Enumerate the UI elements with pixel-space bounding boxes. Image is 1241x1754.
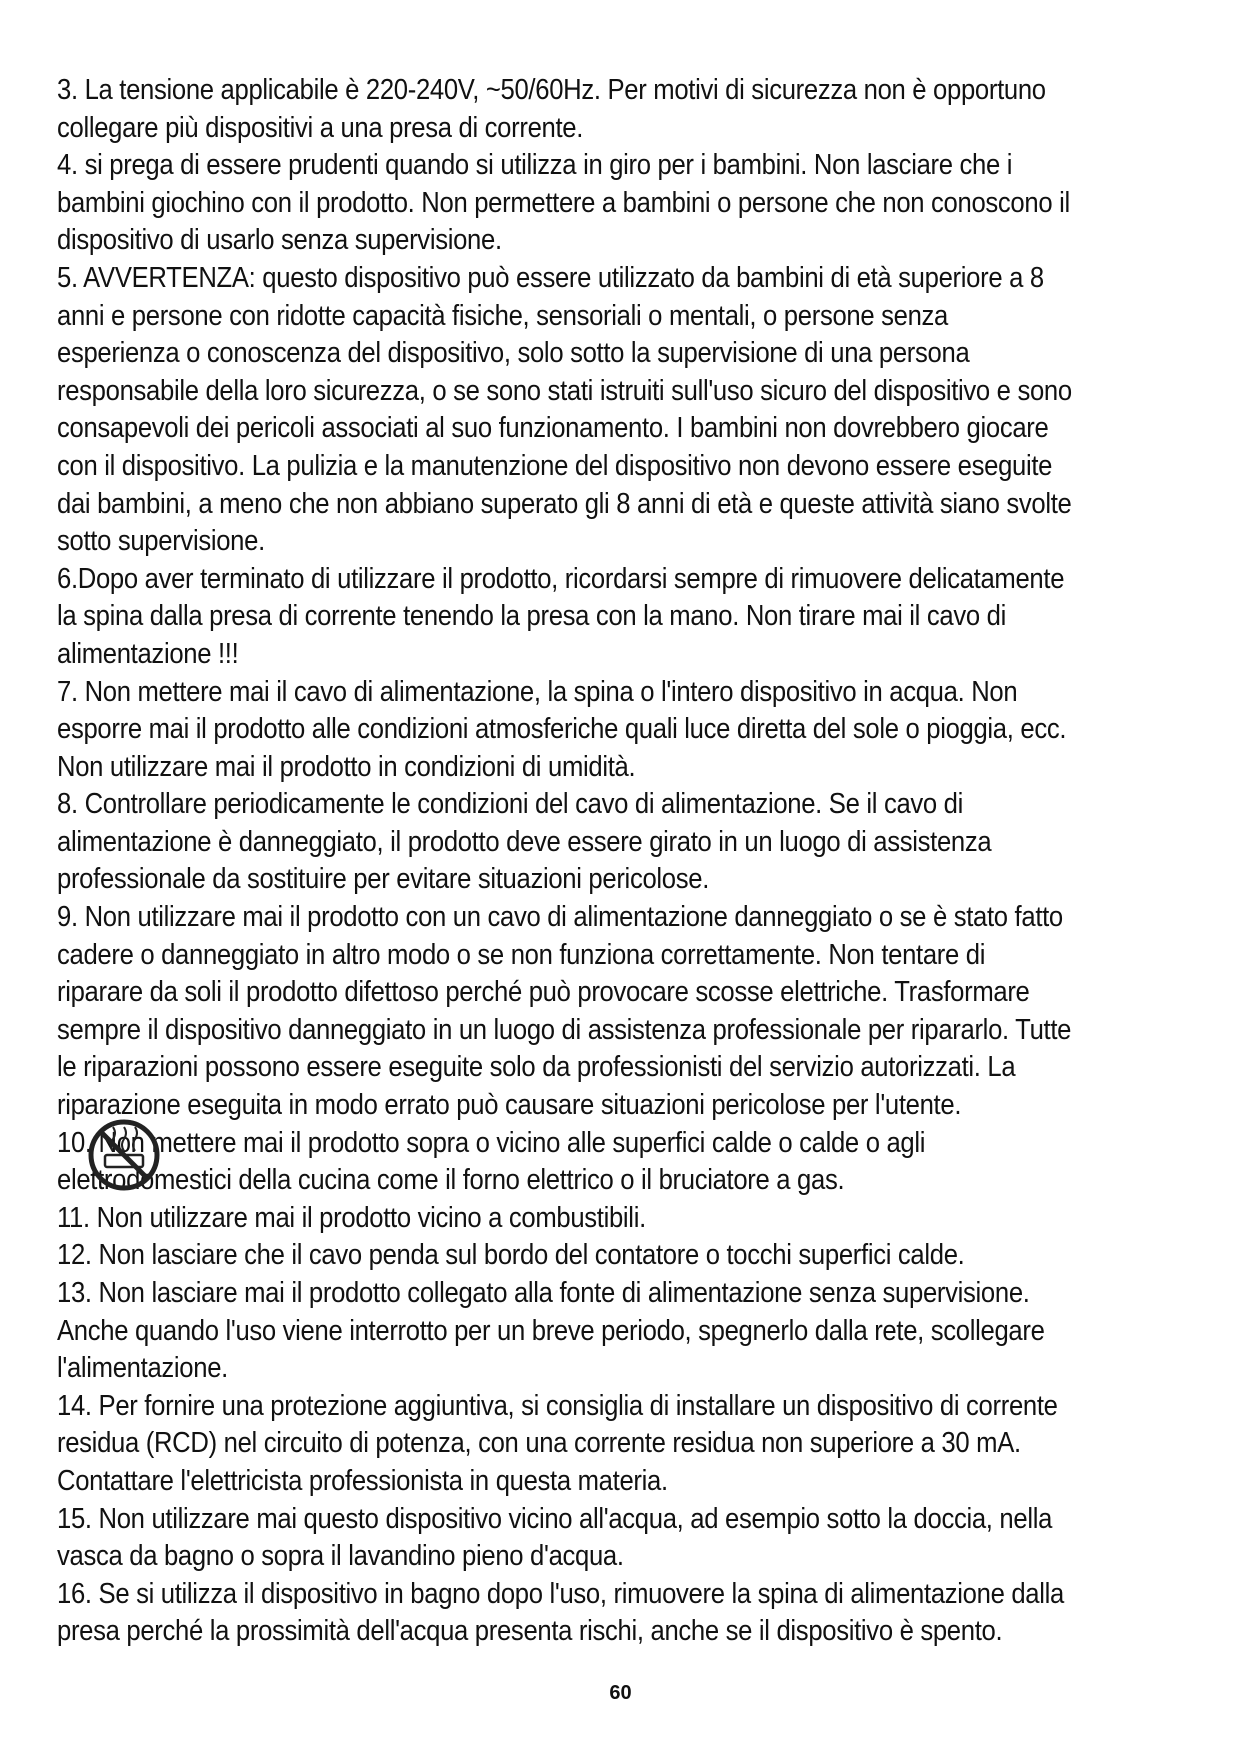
instruction-16: 16. Se si utilizza il dispositivo in bagno dopo l'uso, rimuovere la spina di alimentazione dalla presa perché la prossimità dell'acqua presenta rischi, anche se il dispositivo è spento.	[57, 1577, 1064, 1648]
instruction-5: 5. AVVERTENZA: questo dispositivo può essere utilizzato da bambini di età superiore a 8 anni e persone con ridotte capacità fisiche, sensoriali o mentali, o persone senza esperienza o conoscenza del dispositivo, solo sotto la supervisione di una persona responsabile della loro sicurezza, o se sono stati istruiti sull'uso sicuro del dispositivo e sono consapevoli dei pericoli associati al suo funzionamento. I bambini non dovrebbero giocare con il dispositivo. La pulizia e la manutenzione del dispositivo non devono essere eseguite dai bambini, a meno che non abbiano superato gli 8 anni di età e queste attività siano svolte sotto supervisione.	[57, 261, 1072, 558]
instruction-7: 7. Non mettere mai il cavo di alimentazione, la spina o l'intero dispositivo in acqua. Non esporre mai il prodotto alle condizioni atmosferiche quali luce diretta del sole o pioggia, ecc. Non utilizzare mai il prodotto in condizioni di umidità.	[57, 675, 1067, 783]
instruction-3: 3. La tensione applicabile è 220-240V, ~50/60Hz. Per motivi di sicurezza non è opportuno collegare più dispositivi a una presa di corrente.	[57, 74, 1046, 144]
page-number: 60	[609, 1682, 632, 1704]
instruction-4: 4. si prega di essere prudenti quando si utilizza in giro per i bambini. Non lasciare che i bambini giochino con il prodotto. Non permettere a bambini o persone che non conoscono il dispositivo di usarlo senza supervisione.	[57, 149, 1070, 257]
instruction-6: 6.Dopo aver terminato di utilizzare il prodotto, ricordarsi sempre di rimuovere delicatamente la spina dalla presa di corrente tenendo la presa con la mano. Non tirare mai il cavo di alimentazione !!!	[57, 562, 1065, 670]
safety-instructions	[57, 72, 1074, 1651]
instruction-10: 10. Non mettere mai il prodotto sopra o vicino alle superfici calde o calde o agli elettrodomestici della cucina come il forno elettrico o il bruciatore a gas.	[57, 1126, 926, 1197]
instruction-14: 14. Per fornire una protezione aggiuntiva, si consiglia di installare un dispositivo di corrente residua (RCD) nel circuito di potenza, con una corrente residua non superiore a 30 mA. Contattare l'elettricista professionista in questa materia.	[57, 1389, 1058, 1497]
no-hot-surface-icon	[86, 1117, 162, 1193]
instruction-13: 13. Non lasciare mai il prodotto collegato alla fonte di alimentazione senza supervisione. Anche quando l'uso viene interrotto per un breve periodo, spegnerlo dalla rete, scollegare l'alimentazione.	[57, 1277, 1045, 1385]
instruction-8: 8. Controllare periodicamente le condizioni del cavo di alimentazione. Se il cavo di alimentazione è danneggiato, il prodotto deve essere girato in un luogo di assistenza professionale da sostituire per evitare situazioni pericolose.	[57, 788, 992, 896]
instruction-15: 15. Non utilizzare mai questo dispositivo vicino all'acqua, ad esempio sotto la doccia, nella vasca da bagno o sopra il lavandino pieno d'acqua.	[57, 1502, 1053, 1573]
instruction-12: 12. Non lasciare che il cavo penda sul bordo del contatore o tocchi superfici calde.	[57, 1239, 965, 1272]
instruction-9: 9. Non utilizzare mai il prodotto con un cavo di alimentazione danneggiato o se è stato fatto cadere o danneggiato in altro modo o se non funziona correttamente. Non tentare di riparare da soli il prodotto difettoso perché può provocare scosse elettriche. Trasformare sempre il dispositivo danneggiato in un luogo di assistenza professionale per ripararlo. Tutte le riparazioni possono essere eseguite solo da professionisti del servizio autorizzati. La riparazione eseguita in modo errato può causare situazioni pericolose per l'utente.	[57, 901, 1072, 1122]
instruction-11: 11. Non utilizzare mai il prodotto vicino a combustibili.	[57, 1201, 646, 1234]
